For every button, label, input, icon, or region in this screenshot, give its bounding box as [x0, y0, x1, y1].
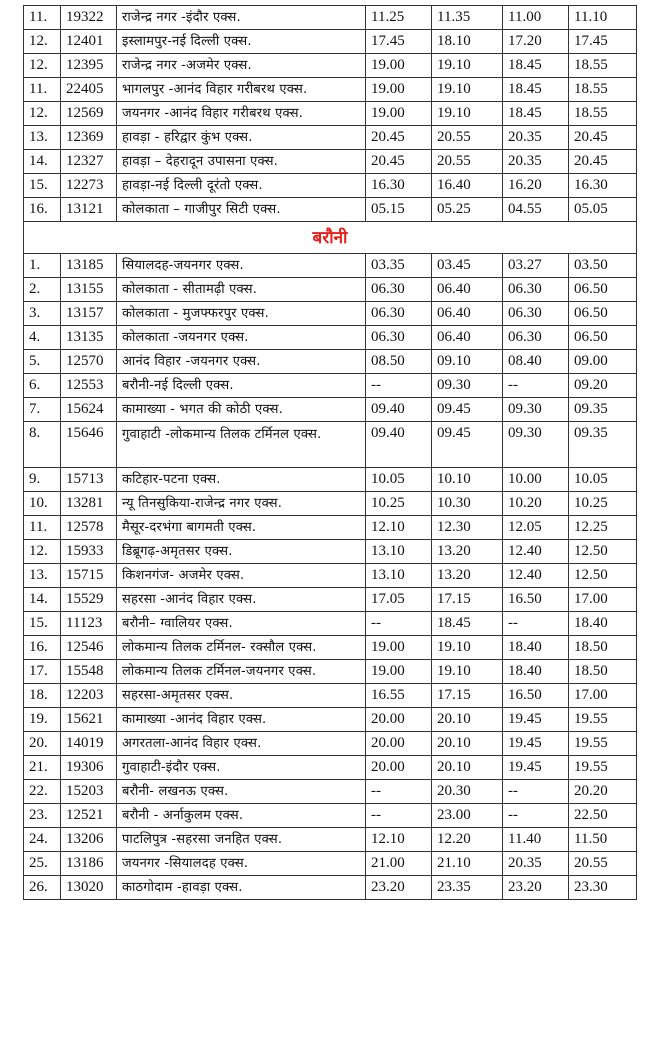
train-number-cell: 19306	[61, 756, 117, 780]
serial-no-cell: 11.	[24, 6, 61, 30]
time-4-cell: 18.55	[569, 78, 637, 102]
table-row	[24, 732, 637, 756]
time-2-cell: 18.45	[432, 612, 503, 636]
time-4-cell: 09.00	[569, 350, 637, 374]
time-2-cell: 23.35	[432, 876, 503, 900]
serial-no-cell: 17.	[24, 660, 61, 684]
train-number-cell: 13155	[61, 278, 117, 302]
time-1-cell: 20.00	[366, 708, 432, 732]
train-name-cell: कटिहार-पटना एक्स.	[117, 468, 366, 492]
time-1-cell: 19.00	[366, 54, 432, 78]
table-body-barauni	[24, 254, 637, 900]
table-row	[24, 78, 637, 102]
train-number-cell: 15933	[61, 540, 117, 564]
time-2-cell: 06.40	[432, 278, 503, 302]
time-2-cell: 20.55	[432, 150, 503, 174]
time-1-cell: 20.00	[366, 756, 432, 780]
train-name-cell: कोलकाता - मुजफ्फरपुर एक्स.	[117, 302, 366, 326]
time-2-cell: 12.20	[432, 828, 503, 852]
time-1-cell: 09.40	[366, 422, 432, 468]
serial-no-cell: 4.	[24, 326, 61, 350]
time-3-cell: 20.35	[503, 150, 569, 174]
time-1-cell: 09.40	[366, 398, 432, 422]
train-number-cell: 13281	[61, 492, 117, 516]
time-1-cell: 19.00	[366, 660, 432, 684]
time-1-cell: 10.05	[366, 468, 432, 492]
train-number-cell: 13186	[61, 852, 117, 876]
train-number-cell: 13206	[61, 828, 117, 852]
serial-no-cell: 11.	[24, 516, 61, 540]
table-body-top	[24, 6, 637, 222]
train-name-cell: कामाख्या -आनंद विहार एक्स.	[117, 708, 366, 732]
train-number-cell: 15621	[61, 708, 117, 732]
time-1-cell: 10.25	[366, 492, 432, 516]
train-name-cell: किशनगंज- अजमेर एक्स.	[117, 564, 366, 588]
train-name-cell: लोकमान्य तिलक टर्मिनल- रक्सौल एक्स.	[117, 636, 366, 660]
train-number-cell: 12521	[61, 804, 117, 828]
time-1-cell: --	[366, 804, 432, 828]
time-2-cell: 10.30	[432, 492, 503, 516]
time-1-cell: 19.00	[366, 78, 432, 102]
time-4-cell: 20.45	[569, 126, 637, 150]
time-3-cell: 12.40	[503, 540, 569, 564]
time-1-cell: 11.25	[366, 6, 432, 30]
time-1-cell: --	[366, 612, 432, 636]
serial-no-cell: 23.	[24, 804, 61, 828]
table-row	[24, 254, 637, 278]
time-2-cell: 19.10	[432, 78, 503, 102]
table-row	[24, 102, 637, 126]
train-timetable	[23, 5, 637, 900]
serial-no-cell: 19.	[24, 708, 61, 732]
time-4-cell: 12.25	[569, 516, 637, 540]
time-2-cell: 06.40	[432, 326, 503, 350]
time-3-cell: --	[503, 374, 569, 398]
serial-no-cell: 15.	[24, 174, 61, 198]
time-4-cell: 05.05	[569, 198, 637, 222]
table-row	[24, 828, 637, 852]
time-1-cell: 13.10	[366, 564, 432, 588]
section-title: बरौनी	[24, 222, 637, 254]
table-row	[24, 198, 637, 222]
time-3-cell: 23.20	[503, 876, 569, 900]
time-4-cell: 09.35	[569, 422, 637, 468]
train-name-cell: न्यू तिनसुकिया-राजेन्द्र नगर एक्स.	[117, 492, 366, 516]
table-row	[24, 540, 637, 564]
table-row	[24, 326, 637, 350]
table-row	[24, 468, 637, 492]
serial-no-cell: 5.	[24, 350, 61, 374]
time-1-cell: --	[366, 374, 432, 398]
time-1-cell: 03.35	[366, 254, 432, 278]
train-name-cell: बरौनी- लखनऊ एक्स.	[117, 780, 366, 804]
train-name-cell: भागलपुर -आनंद विहार गरीबरथ एक्स.	[117, 78, 366, 102]
time-3-cell: --	[503, 780, 569, 804]
table-row	[24, 174, 637, 198]
train-number-cell: 22405	[61, 78, 117, 102]
time-3-cell: 16.50	[503, 684, 569, 708]
table-row	[24, 54, 637, 78]
time-4-cell: 10.05	[569, 468, 637, 492]
train-number-cell: 12401	[61, 30, 117, 54]
time-4-cell: 09.35	[569, 398, 637, 422]
train-name-cell: सियालदह-जयनगर एक्स.	[117, 254, 366, 278]
time-3-cell: 12.40	[503, 564, 569, 588]
table-row	[24, 278, 637, 302]
time-2-cell: 19.10	[432, 660, 503, 684]
time-4-cell: 06.50	[569, 278, 637, 302]
time-3-cell: 11.00	[503, 6, 569, 30]
serial-no-cell: 13.	[24, 564, 61, 588]
time-3-cell: 19.45	[503, 732, 569, 756]
time-4-cell: 17.00	[569, 684, 637, 708]
time-1-cell: 05.15	[366, 198, 432, 222]
serial-no-cell: 22.	[24, 780, 61, 804]
table-row	[24, 492, 637, 516]
time-2-cell: 09.45	[432, 398, 503, 422]
serial-no-cell: 25.	[24, 852, 61, 876]
train-name-cell: कोलकाता - सीतामढ़ी एक्स.	[117, 278, 366, 302]
time-4-cell: 23.30	[569, 876, 637, 900]
time-2-cell: 20.55	[432, 126, 503, 150]
time-3-cell: 18.40	[503, 660, 569, 684]
table-row	[24, 350, 637, 374]
time-1-cell: 21.00	[366, 852, 432, 876]
train-number-cell: 15203	[61, 780, 117, 804]
train-name-cell: मैसूर-दरभंगा बागमती एक्स.	[117, 516, 366, 540]
time-3-cell: 18.45	[503, 102, 569, 126]
time-2-cell: 09.10	[432, 350, 503, 374]
train-name-cell: बरौनी - अर्नाकुलम एक्स.	[117, 804, 366, 828]
time-4-cell: 11.50	[569, 828, 637, 852]
time-4-cell: 11.10	[569, 6, 637, 30]
train-number-cell: 12203	[61, 684, 117, 708]
table-row	[24, 612, 637, 636]
time-4-cell: 17.45	[569, 30, 637, 54]
serial-no-cell: 9.	[24, 468, 61, 492]
time-3-cell: 20.35	[503, 126, 569, 150]
time-4-cell: 16.30	[569, 174, 637, 198]
time-3-cell: 10.20	[503, 492, 569, 516]
time-2-cell: 19.10	[432, 54, 503, 78]
time-4-cell: 20.45	[569, 150, 637, 174]
serial-no-cell: 12.	[24, 30, 61, 54]
table-row	[24, 516, 637, 540]
time-4-cell: 06.50	[569, 326, 637, 350]
time-2-cell: 21.10	[432, 852, 503, 876]
time-2-cell: 20.30	[432, 780, 503, 804]
train-number-cell: 15624	[61, 398, 117, 422]
time-2-cell: 13.20	[432, 540, 503, 564]
time-4-cell: 06.50	[569, 302, 637, 326]
train-name-cell: कोलकाता – गाजीपुर सिटी एक्स.	[117, 198, 366, 222]
train-number-cell: 12570	[61, 350, 117, 374]
train-name-cell: सहरसा -आनंद विहार एक्स.	[117, 588, 366, 612]
time-3-cell: 12.05	[503, 516, 569, 540]
time-4-cell: 19.55	[569, 732, 637, 756]
table-row	[24, 126, 637, 150]
time-3-cell: 19.45	[503, 708, 569, 732]
time-3-cell: 19.45	[503, 756, 569, 780]
train-number-cell: 11123	[61, 612, 117, 636]
train-number-cell: 12578	[61, 516, 117, 540]
train-name-cell: राजेन्द्र नगर -इंदौर एक्स.	[117, 6, 366, 30]
train-name-cell: कोलकाता -जयनगर एक्स.	[117, 326, 366, 350]
time-3-cell: 18.45	[503, 54, 569, 78]
serial-no-cell: 10.	[24, 492, 61, 516]
time-1-cell: 12.10	[366, 828, 432, 852]
train-number-cell: 13135	[61, 326, 117, 350]
train-name-cell: जयनगर -आनंद विहार गरीबरथ एक्स.	[117, 102, 366, 126]
time-3-cell: 08.40	[503, 350, 569, 374]
train-name-cell: काठगोदाम -हावड़ा एक्स.	[117, 876, 366, 900]
train-number-cell: 15529	[61, 588, 117, 612]
train-number-cell: 12553	[61, 374, 117, 398]
table-row	[24, 804, 637, 828]
serial-no-cell: 8.	[24, 422, 61, 468]
time-1-cell: 23.20	[366, 876, 432, 900]
train-name-cell: गुवाहाटी -लोकमान्य तिलक टर्मिनल एक्स.	[117, 422, 366, 468]
time-3-cell: 06.30	[503, 278, 569, 302]
serial-no-cell: 20.	[24, 732, 61, 756]
train-name-cell: हावड़ा-नई दिल्ली दूरंतो एक्स.	[117, 174, 366, 198]
train-number-cell: 12327	[61, 150, 117, 174]
time-4-cell: 17.00	[569, 588, 637, 612]
time-1-cell: 16.55	[366, 684, 432, 708]
train-number-cell: 19322	[61, 6, 117, 30]
time-2-cell: 09.45	[432, 422, 503, 468]
time-4-cell: 12.50	[569, 564, 637, 588]
serial-no-cell: 7.	[24, 398, 61, 422]
train-number-cell: 12273	[61, 174, 117, 198]
serial-no-cell: 12.	[24, 54, 61, 78]
train-name-cell: इस्लामपुर-नई दिल्ली एक्स.	[117, 30, 366, 54]
train-number-cell: 13121	[61, 198, 117, 222]
serial-no-cell: 13.	[24, 126, 61, 150]
train-number-cell: 15715	[61, 564, 117, 588]
time-1-cell: 06.30	[366, 278, 432, 302]
time-2-cell: 05.25	[432, 198, 503, 222]
time-2-cell: 20.10	[432, 756, 503, 780]
serial-no-cell: 24.	[24, 828, 61, 852]
time-1-cell: 12.10	[366, 516, 432, 540]
time-2-cell: 19.10	[432, 102, 503, 126]
time-3-cell: 04.55	[503, 198, 569, 222]
time-4-cell: 18.55	[569, 102, 637, 126]
train-number-cell: 12546	[61, 636, 117, 660]
serial-no-cell: 16.	[24, 636, 61, 660]
serial-no-cell: 1.	[24, 254, 61, 278]
time-3-cell: 16.50	[503, 588, 569, 612]
time-4-cell: 20.55	[569, 852, 637, 876]
train-name-cell: सहरसा-अमृतसर एक्स.	[117, 684, 366, 708]
time-1-cell: 20.45	[366, 126, 432, 150]
table-row	[24, 756, 637, 780]
table-row	[24, 708, 637, 732]
table-row	[24, 780, 637, 804]
time-4-cell: 18.40	[569, 612, 637, 636]
train-name-cell: पाटलिपुत्र -सहरसा जनहित एक्स.	[117, 828, 366, 852]
time-2-cell: 13.20	[432, 564, 503, 588]
table-row	[24, 6, 637, 30]
table-row	[24, 398, 637, 422]
time-3-cell: 18.45	[503, 78, 569, 102]
section-header-barauni	[24, 222, 637, 254]
table-row	[24, 684, 637, 708]
time-3-cell: 06.30	[503, 326, 569, 350]
time-2-cell: 06.40	[432, 302, 503, 326]
train-number-cell: 12395	[61, 54, 117, 78]
serial-no-cell: 15.	[24, 612, 61, 636]
train-number-cell: 15548	[61, 660, 117, 684]
time-4-cell: 18.55	[569, 54, 637, 78]
train-number-cell: 12569	[61, 102, 117, 126]
time-3-cell: 09.30	[503, 422, 569, 468]
train-name-cell: बरौनी– ग्वालियर एक्स.	[117, 612, 366, 636]
serial-no-cell: 21.	[24, 756, 61, 780]
time-2-cell: 11.35	[432, 6, 503, 30]
serial-no-cell: 12.	[24, 540, 61, 564]
time-2-cell: 03.45	[432, 254, 503, 278]
train-name-cell: आनंद विहार -जयनगर एक्स.	[117, 350, 366, 374]
time-1-cell: 08.50	[366, 350, 432, 374]
time-2-cell: 20.10	[432, 732, 503, 756]
time-2-cell: 12.30	[432, 516, 503, 540]
time-4-cell: 20.20	[569, 780, 637, 804]
train-name-cell: राजेन्द्र नगर -अजमेर एक्स.	[117, 54, 366, 78]
table-row	[24, 588, 637, 612]
time-2-cell: 19.10	[432, 636, 503, 660]
time-4-cell: 09.20	[569, 374, 637, 398]
table-row	[24, 636, 637, 660]
serial-no-cell: 12.	[24, 102, 61, 126]
train-name-cell: हावड़ा – देहरादून उपासना एक्स.	[117, 150, 366, 174]
time-3-cell: 06.30	[503, 302, 569, 326]
table-row	[24, 374, 637, 398]
time-4-cell: 12.50	[569, 540, 637, 564]
time-3-cell: 11.40	[503, 828, 569, 852]
time-2-cell: 17.15	[432, 684, 503, 708]
time-2-cell: 20.10	[432, 708, 503, 732]
time-1-cell: 13.10	[366, 540, 432, 564]
serial-no-cell: 14.	[24, 150, 61, 174]
time-4-cell: 10.25	[569, 492, 637, 516]
serial-no-cell: 3.	[24, 302, 61, 326]
table-row	[24, 30, 637, 54]
table-row	[24, 422, 637, 468]
serial-no-cell: 18.	[24, 684, 61, 708]
time-3-cell: --	[503, 804, 569, 828]
train-number-cell: 12369	[61, 126, 117, 150]
time-1-cell: 19.00	[366, 636, 432, 660]
train-number-cell: 15646	[61, 422, 117, 468]
time-1-cell: 16.30	[366, 174, 432, 198]
time-2-cell: 17.15	[432, 588, 503, 612]
time-1-cell: 06.30	[366, 326, 432, 350]
train-number-cell: 14019	[61, 732, 117, 756]
time-1-cell: --	[366, 780, 432, 804]
table-row	[24, 302, 637, 326]
time-4-cell: 22.50	[569, 804, 637, 828]
train-number-cell: 15713	[61, 468, 117, 492]
serial-no-cell: 6.	[24, 374, 61, 398]
time-4-cell: 03.50	[569, 254, 637, 278]
time-1-cell: 20.00	[366, 732, 432, 756]
time-1-cell: 19.00	[366, 102, 432, 126]
train-name-cell: डिब्रूगढ़-अमृतसर एक्स.	[117, 540, 366, 564]
time-2-cell: 10.10	[432, 468, 503, 492]
table-row	[24, 660, 637, 684]
table-row	[24, 852, 637, 876]
train-name-cell: हावड़ा - हरिद्वार कुंभ एक्स.	[117, 126, 366, 150]
time-2-cell: 18.10	[432, 30, 503, 54]
time-4-cell: 19.55	[569, 708, 637, 732]
time-1-cell: 20.45	[366, 150, 432, 174]
time-3-cell: 20.35	[503, 852, 569, 876]
time-4-cell: 18.50	[569, 660, 637, 684]
time-3-cell: 16.20	[503, 174, 569, 198]
time-3-cell: --	[503, 612, 569, 636]
train-name-cell: जयनगर -सियालदह एक्स.	[117, 852, 366, 876]
train-name-cell: बरौनी-नई दिल्ली एक्स.	[117, 374, 366, 398]
table-row	[24, 876, 637, 900]
table-row	[24, 150, 637, 174]
serial-no-cell: 11.	[24, 78, 61, 102]
serial-no-cell: 14.	[24, 588, 61, 612]
train-name-cell: कामाख्या - भगत की कोठी एक्स.	[117, 398, 366, 422]
train-name-cell: गुवाहाटी-इंदौर एक्स.	[117, 756, 366, 780]
time-4-cell: 19.55	[569, 756, 637, 780]
time-1-cell: 06.30	[366, 302, 432, 326]
time-1-cell: 17.45	[366, 30, 432, 54]
time-2-cell: 09.30	[432, 374, 503, 398]
time-4-cell: 18.50	[569, 636, 637, 660]
train-name-cell: अगरतला-आनंद विहार एक्स.	[117, 732, 366, 756]
time-3-cell: 03.27	[503, 254, 569, 278]
train-number-cell: 13157	[61, 302, 117, 326]
time-3-cell: 18.40	[503, 636, 569, 660]
train-number-cell: 13020	[61, 876, 117, 900]
train-number-cell: 13185	[61, 254, 117, 278]
time-2-cell: 23.00	[432, 804, 503, 828]
time-3-cell: 10.00	[503, 468, 569, 492]
time-3-cell: 09.30	[503, 398, 569, 422]
serial-no-cell: 2.	[24, 278, 61, 302]
time-3-cell: 17.20	[503, 30, 569, 54]
train-name-cell: लोकमान्य तिलक टर्मिनल-जयनगर एक्स.	[117, 660, 366, 684]
serial-no-cell: 26.	[24, 876, 61, 900]
time-1-cell: 17.05	[366, 588, 432, 612]
serial-no-cell: 16.	[24, 198, 61, 222]
time-2-cell: 16.40	[432, 174, 503, 198]
table-row	[24, 564, 637, 588]
